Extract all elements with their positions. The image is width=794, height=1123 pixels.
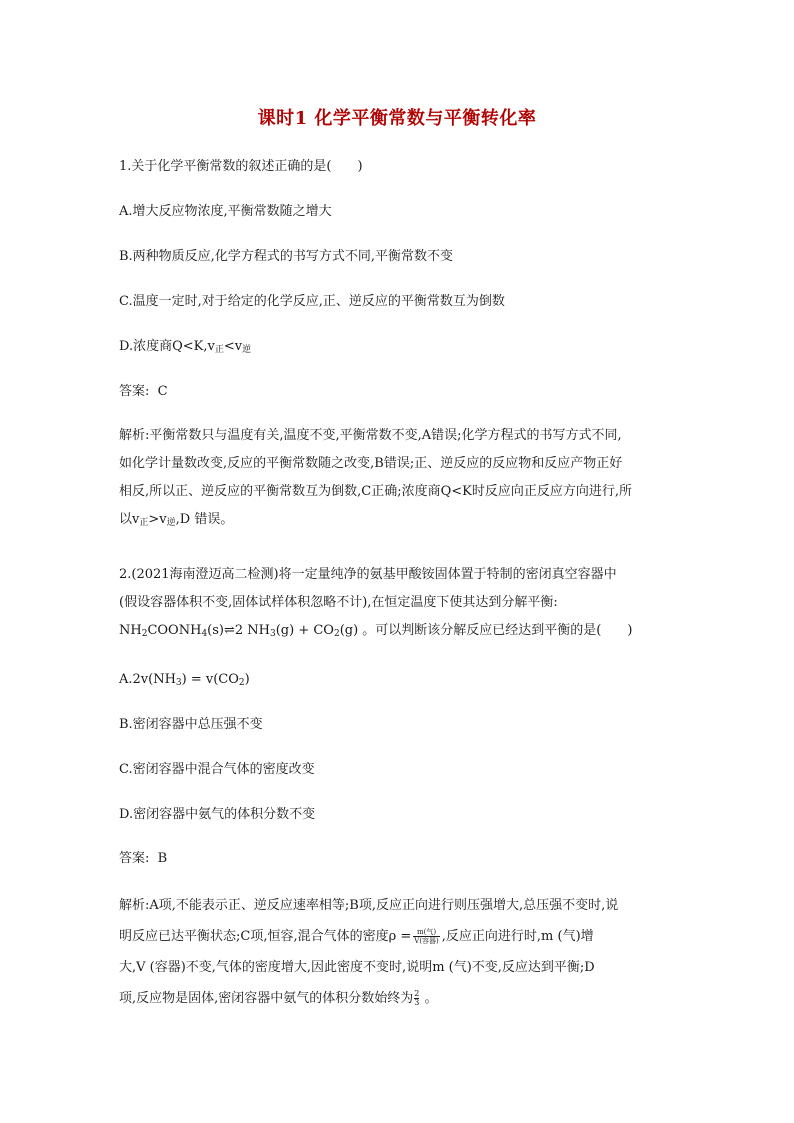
eq-part-5: (g) 。可以判断该分解反应已经达到平衡的是( ) <box>339 623 633 638</box>
q1-option-b: B.两种物质反应,化学方程式的书写方式不同,平衡常数不变 <box>119 249 453 264</box>
q2-option-a-s1: 3 <box>175 678 182 688</box>
density-fraction-numerator: m(气) <box>413 928 440 937</box>
eq-sub-4: 2 <box>333 629 340 639</box>
volume-fraction-numerator: 2 <box>414 989 420 998</box>
q2-option-a-p3: ) <box>244 672 250 687</box>
q1-analysis-l4-mid: >v <box>148 512 167 527</box>
q1-option-d-sub2: 逆 <box>242 345 252 355</box>
q1-stem: 1.关于化学平衡常数的叙述正确的是( ) <box>119 159 363 174</box>
q1-analysis-line-3: 相反,所以正、逆反应的平衡常数互为倒数,C正确;浓度商Q<K时反应向正反应方向进行,所 <box>119 484 632 499</box>
q2-analysis-l4-suffix: 。 <box>420 991 438 1006</box>
eq-part-4: (g) + CO <box>275 623 334 638</box>
q2-analysis-line-3: 大,V (容器)不变,气体的密度增大,因此密度不变时,说明m (气)不变,反应达到平衡;D <box>119 960 595 975</box>
q1-analysis-l4-sub2: 逆 <box>166 518 176 528</box>
q2-analysis-l4-prefix: 项,反应物是固体,密闭容器中氨气的体积分数始终为 <box>119 991 414 1006</box>
q1-analysis-l4-suffix: ,D 错误。 <box>175 512 234 527</box>
density-fraction-denominator: V(容器) <box>414 937 439 945</box>
eq-part-3: (s)⇌2 NH <box>207 623 270 638</box>
density-fraction <box>413 928 440 945</box>
q1-analysis-line-1: 解析:平衡常数只与温度有关,温度不变,平衡常数不变,A错误;化学方程式的书写方式不同, <box>119 428 622 443</box>
q1-option-d-mid: <v <box>223 339 243 354</box>
eq-sub-3: 3 <box>270 629 276 639</box>
q2-stem-line-1: 2.(2021海南澄迈高二检测)将一定量纯净的氨基甲酸铵固体置于特制的密闭真空容器中 <box>119 567 617 582</box>
volume-fraction-denominator: 3 <box>414 998 420 1007</box>
q1-answer-label: 答案: <box>119 384 150 399</box>
q2-analysis-l2-suffix: ,反应正向进行时,m (气)增 <box>441 929 594 944</box>
q1-option-d <box>119 338 251 359</box>
q2-option-c: C.密闭容器中混合气体的密度改变 <box>119 762 315 777</box>
eq-sub-1: 2 <box>141 629 148 639</box>
q1-answer <box>119 383 168 401</box>
q1-option-d-sub1: 正 <box>214 345 224 355</box>
q1-analysis <box>119 422 679 537</box>
q1-option-a: A.增大反应物浓度,平衡常数随之增大 <box>119 204 332 219</box>
q2-analysis-l2-prefix: 明反应已达平衡状态;C项,恒容,混合气体的密度ρ = <box>119 929 412 944</box>
q2-option-a-s2: 2 <box>238 678 245 688</box>
q1-analysis-line-2: 如化学计量数改变,反应的平衡常数随之改变,B错误;正、逆反应的反应物和反应产物正好 <box>119 456 623 471</box>
q1-answer-value: C <box>157 384 168 399</box>
volume-fraction <box>414 990 419 1007</box>
q1-analysis-l4-sub1: 正 <box>139 518 149 528</box>
q2-analysis <box>119 890 679 1014</box>
q2-analysis-line-1: 解析:A项,不能表示正、逆反应速率相等;B项,反应正向进行则压强增大,总压强不变时,说 <box>119 898 619 913</box>
q2-answer-value: B <box>157 851 168 866</box>
eq-sub-2: 4 <box>201 629 208 639</box>
q2-option-d: D.密闭容器中氨气的体积分数不变 <box>119 807 316 822</box>
page-title: 课时1 化学平衡常数与平衡转化率 <box>257 108 537 129</box>
eq-part-1: NH <box>119 623 142 638</box>
q2-answer <box>119 850 167 868</box>
q2-analysis-line-2 <box>119 921 679 952</box>
q2-option-a <box>119 671 250 692</box>
q2-stem <box>119 561 679 648</box>
eq-part-2: COONH <box>147 623 202 638</box>
q1-analysis-l4-prefix: 以v <box>119 512 140 527</box>
q2-equation <box>119 617 679 648</box>
q2-option-a-p2: ) = v(CO <box>181 672 239 687</box>
q2-option-a-p1: A.2v(NH <box>119 672 176 687</box>
q2-answer-label: 答案: <box>119 851 150 866</box>
q1-option-d-prefix: D.浓度商Q<K,v <box>119 339 215 354</box>
q2-stem-line-2: (假设容器体积不变,固体试样体积忽略不计),在恒定温度下使其达到分解平衡: <box>119 595 558 610</box>
q2-analysis-line-4 <box>119 983 679 1014</box>
q1-analysis-line-4 <box>119 506 679 537</box>
q2-option-b: B.密闭容器中总压强不变 <box>119 717 263 732</box>
q1-option-c: C.温度一定时,对于给定的化学反应,正、逆反应的平衡常数互为倒数 <box>119 294 505 309</box>
